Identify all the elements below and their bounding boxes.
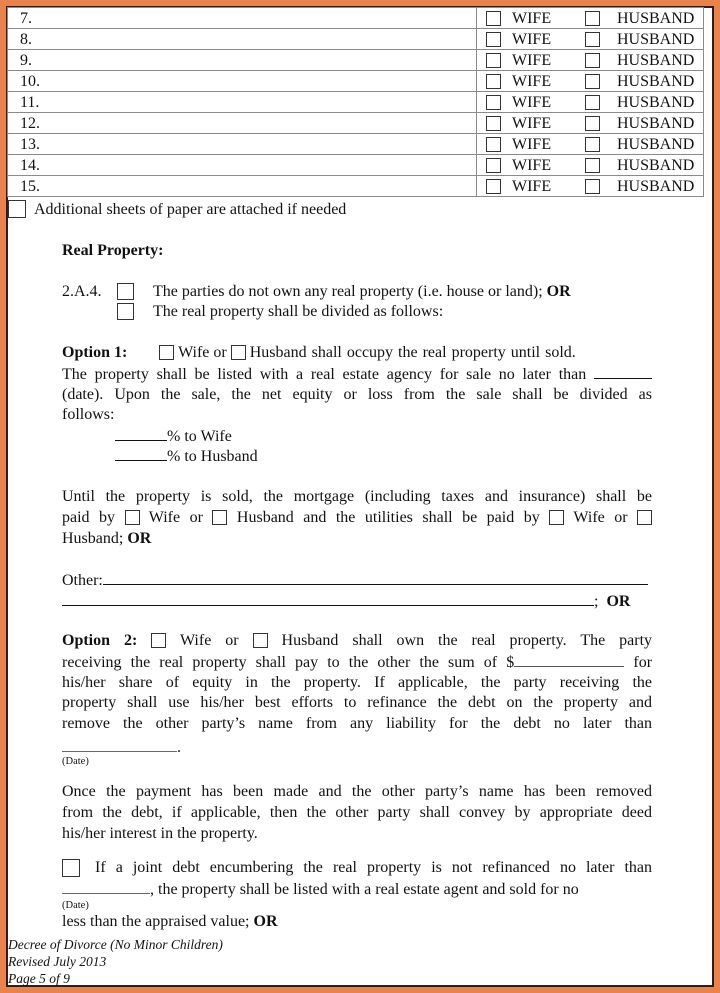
paid-by-label: paid by <box>62 508 116 526</box>
section-2a4-row1 <box>62 282 102 303</box>
item-number: 14. <box>8 155 477 176</box>
joint-debt-line3-text: less than the appraised value; <box>62 913 250 930</box>
utilities-label: Husband and the utilities shall be paid by <box>236 508 540 526</box>
option1-line1 <box>62 343 652 364</box>
wife-label: WIFE <box>512 72 552 90</box>
joint-debt-checkbox[interactable] <box>62 859 80 877</box>
wife-label: WIFE <box>512 51 552 69</box>
pct-wife-row <box>115 426 232 448</box>
property-items-table <box>7 7 704 197</box>
option1-line2 <box>62 364 652 385</box>
mortgage-wife-checkbox[interactable] <box>125 510 140 525</box>
wife-checkbox[interactable] <box>486 74 501 89</box>
table-row <box>8 92 704 113</box>
option2-label: Option 2: <box>62 632 138 649</box>
additional-sheets-label: Additional sheets of paper are attached if needed <box>34 201 347 218</box>
option1-husband-checkbox[interactable] <box>231 345 246 360</box>
option2-wife-label: Wife or <box>179 632 239 649</box>
mortgage-line3 <box>62 529 652 550</box>
pct-husband-blank[interactable] <box>115 446 167 461</box>
table-row <box>8 113 704 134</box>
ownership-cell <box>477 50 704 71</box>
table-row <box>8 71 704 92</box>
payment-line1: Once the payment has been made and the other party’s name has been removed <box>62 783 652 800</box>
wife-checkbox[interactable] <box>486 158 501 173</box>
mortgage-husband-checkbox[interactable] <box>212 510 227 525</box>
husband-checkbox[interactable] <box>585 74 600 89</box>
real-property-heading-text: Real Property: <box>62 242 164 259</box>
husband-checkbox[interactable] <box>585 11 600 26</box>
other-line2-blank[interactable] <box>62 591 594 606</box>
sum-label: receiving the real property shall pay to the other the sum of $ <box>62 653 515 671</box>
ownership-cell <box>477 134 704 155</box>
wife-checkbox[interactable] <box>486 116 501 131</box>
item-number: 9. <box>8 50 477 71</box>
joint-debt-line2-text: , the property shall be listed with a real estate agent and sold for no <box>150 881 579 898</box>
table-row <box>8 29 704 50</box>
mortgage-wife-label: Wife or <box>148 508 203 526</box>
husband-checkbox[interactable] <box>585 137 600 152</box>
option1-line2-text: The property shall be listed with a real estate agency for sale no later than <box>62 365 587 383</box>
mortgage-line1: Until the property is sold, the mortgage (including taxes and insurance) shall be <box>62 488 652 505</box>
wife-checkbox[interactable] <box>486 53 501 68</box>
joint-debt-line2 <box>62 879 579 901</box>
utilities-husband-label: Husband; <box>62 529 124 547</box>
option1-paragraph <box>62 343 652 426</box>
husband-label: HUSBAND <box>617 135 695 153</box>
additional-sheets-row <box>8 200 346 221</box>
divide-real-property-text: The real property shall be divided as follows: <box>153 303 444 320</box>
table-row <box>8 134 704 155</box>
option2-line3: his/her share of equity in the property. If applicable, the party receiving the <box>62 673 652 691</box>
joint-debt-line1: If a joint debt encumbering the real property is not refinanced no later than <box>95 859 652 876</box>
husband-label: HUSBAND <box>617 51 695 69</box>
refinance-date-caption: (Date) <box>62 756 89 767</box>
pct-wife-blank[interactable] <box>115 426 167 441</box>
option1-wife-checkbox[interactable] <box>159 345 174 360</box>
husband-label: HUSBAND <box>617 9 695 27</box>
other-line1-blank[interactable] <box>103 570 648 585</box>
husband-label: HUSBAND <box>617 30 695 48</box>
wife-checkbox[interactable] <box>486 137 501 152</box>
refinance-date-blank[interactable] <box>62 737 177 752</box>
wife-label: WIFE <box>512 114 552 132</box>
item-number: 10. <box>8 71 477 92</box>
no-real-property-label: The parties do not own any real property (i.e. house or land); <box>153 283 543 300</box>
footer-title: Decree of Divorce (No Minor Children) <box>8 937 223 952</box>
item-number: 12. <box>8 113 477 134</box>
husband-label: HUSBAND <box>617 177 695 195</box>
option2-husband-label: Husband shall own the real property. The party <box>281 632 653 649</box>
item-number: 11. <box>8 92 477 113</box>
payment-line3: his/her interest in the property. <box>62 824 258 842</box>
husband-label: HUSBAND <box>617 114 695 132</box>
option2-line5: remove the other party’s name from any liability for the debt no later than <box>62 715 652 733</box>
husband-label: HUSBAND <box>617 72 695 90</box>
pct-husband-label: % to Husband <box>167 448 258 465</box>
divide-real-property-checkbox[interactable] <box>117 303 134 320</box>
husband-label: HUSBAND <box>617 156 695 174</box>
husband-checkbox[interactable] <box>585 116 600 131</box>
option2-husband-checkbox[interactable] <box>253 633 268 648</box>
husband-checkbox[interactable] <box>585 158 600 173</box>
ownership-cell <box>477 8 704 29</box>
wife-label: WIFE <box>512 9 552 27</box>
husband-checkbox[interactable] <box>585 179 600 194</box>
footer-revised: Revised July 2013 <box>8 954 107 969</box>
real-property-heading <box>62 241 163 262</box>
mortgage-line2 <box>62 508 652 529</box>
sum-amount-blank[interactable] <box>514 652 624 667</box>
ownership-cell <box>477 113 704 134</box>
for-label: for <box>633 653 653 671</box>
option1-wife-label: Wife or <box>178 344 227 361</box>
ownership-cell <box>477 155 704 176</box>
or-label: OR <box>127 529 152 547</box>
wife-checkbox[interactable] <box>486 95 501 110</box>
option1-line3: (date). Upon the sale, the net equity or loss from the sale shall be divided as <box>62 385 652 403</box>
wife-label: WIFE <box>512 30 552 48</box>
wife-checkbox[interactable] <box>486 11 501 26</box>
no-real-property-text <box>153 282 571 303</box>
wife-label: WIFE <box>512 177 552 195</box>
payment-paragraph <box>62 782 652 844</box>
table-row <box>8 155 704 176</box>
section-number: 2.A.4. <box>62 283 102 300</box>
option1-line4: follows: <box>62 406 115 424</box>
option1-date-blank[interactable] <box>594 364 652 379</box>
utilities-wife-label: Wife or <box>573 508 628 526</box>
no-real-property-checkbox[interactable] <box>117 283 134 300</box>
other-row2 <box>62 591 630 613</box>
pct-husband-row <box>115 446 258 468</box>
table-row <box>8 176 704 197</box>
utilities-husband-checkbox[interactable] <box>637 510 652 525</box>
or-label: OR <box>606 593 631 610</box>
option2-wife-checkbox[interactable] <box>151 633 166 648</box>
husband-checkbox[interactable] <box>585 32 600 47</box>
item-number: 15. <box>8 176 477 197</box>
husband-checkbox[interactable] <box>585 95 600 110</box>
period: . <box>177 739 181 756</box>
footer-page-number: Page 5 of 9 <box>8 971 70 986</box>
ownership-cell <box>477 29 704 50</box>
other-row <box>62 570 648 592</box>
wife-label: WIFE <box>512 135 552 153</box>
wife-label: WIFE <box>512 93 552 111</box>
table-row <box>8 50 704 71</box>
joint-debt-date-blank[interactable] <box>62 879 150 894</box>
ownership-cell <box>477 71 704 92</box>
utilities-wife-checkbox[interactable] <box>549 510 564 525</box>
option1-label: Option 1: <box>62 344 128 361</box>
option2-line4: property shall use his/her best efforts to refinance the debt on the property and <box>62 694 652 712</box>
joint-debt-date-caption: (Date) <box>62 900 89 911</box>
joint-debt-line3 <box>62 912 278 933</box>
option1-husband-label: Husband shall occupy the real property until sold. <box>249 344 576 361</box>
wife-checkbox[interactable] <box>486 32 501 47</box>
other-semicolon: ; <box>594 593 599 610</box>
mortgage-paragraph <box>62 487 652 549</box>
or-label: OR <box>546 283 571 300</box>
husband-checkbox[interactable] <box>585 53 600 68</box>
option2-line2 <box>62 652 652 673</box>
additional-sheets-checkbox[interactable] <box>8 200 26 218</box>
option2-paragraph <box>62 631 652 735</box>
table-row <box>8 8 704 29</box>
wife-checkbox[interactable] <box>486 179 501 194</box>
payment-line2: from the debt, if applicable, then the other party shall convey by appropriate deed <box>62 803 652 821</box>
ownership-cell <box>477 176 704 197</box>
wife-label: WIFE <box>512 156 552 174</box>
item-number: 7. <box>8 8 477 29</box>
other-label: Other: <box>62 572 103 589</box>
item-number: 13. <box>8 134 477 155</box>
husband-label: HUSBAND <box>617 93 695 111</box>
ownership-cell <box>477 92 704 113</box>
or-label: OR <box>253 913 278 930</box>
option2-line1 <box>62 631 652 652</box>
item-number: 8. <box>8 29 477 50</box>
pct-wife-label: % to Wife <box>167 428 232 445</box>
